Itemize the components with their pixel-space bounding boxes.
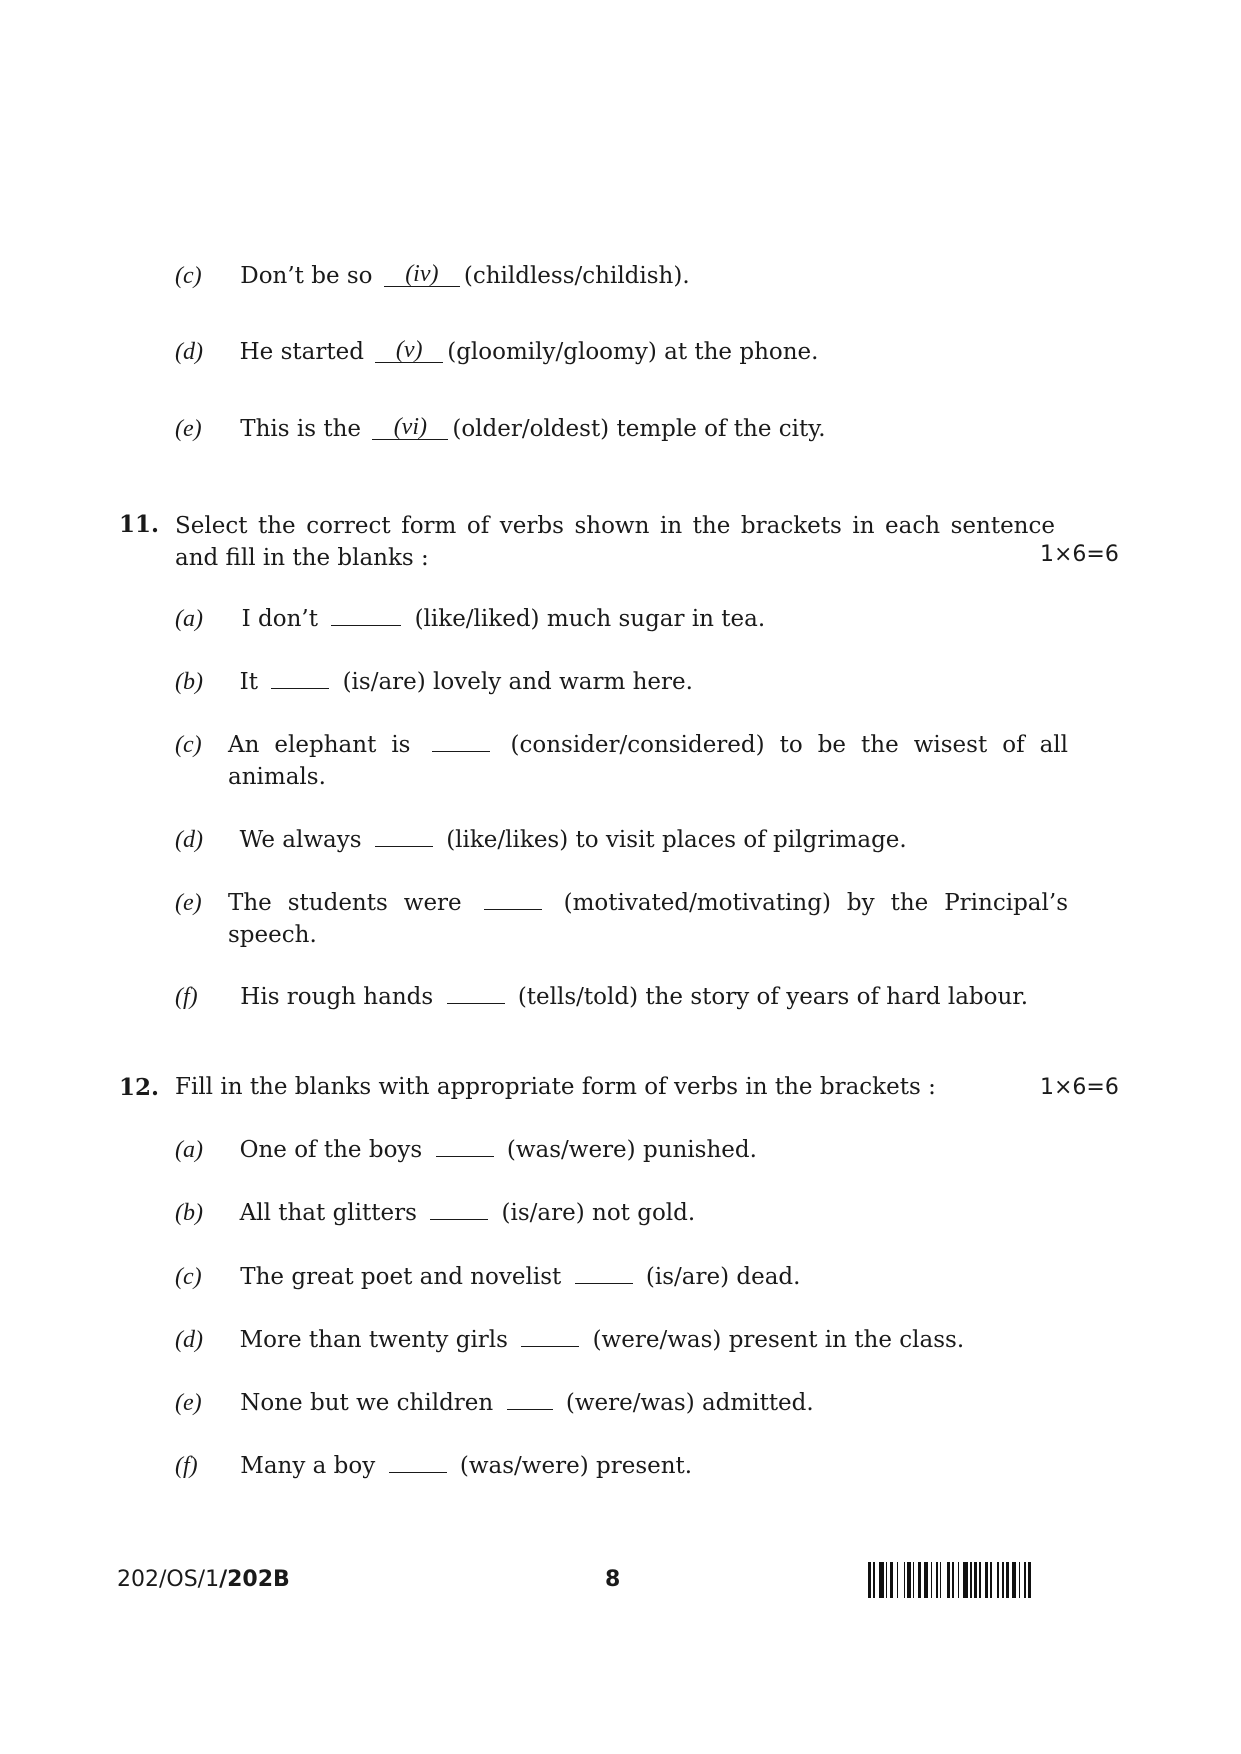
item-text-after: (were/was) present in the class. [592, 1327, 965, 1353]
barcode-bar [990, 1562, 992, 1598]
barcode-bar [886, 1562, 888, 1598]
question-text: Select the correct form of verbs shown in the brackets in each sentence and fill in the blanks : [175, 513, 1055, 571]
barcode-bar [1028, 1562, 1031, 1598]
barcode-bar [963, 1562, 968, 1598]
question-number: 12. [119, 1074, 160, 1101]
item-text-before: An elephant is [228, 732, 411, 758]
item-text-before: He started [239, 339, 364, 365]
paper-code-prefix: 202/OS/1 [117, 1567, 220, 1592]
item-text-after: (motivated/motivating) by the Principal’s speech. [228, 890, 1068, 948]
item-label: (e) [175, 1390, 202, 1416]
q11-item-c [175, 732, 202, 759]
item-text-before: I don’t [241, 606, 318, 632]
item-label: (d) [175, 1327, 203, 1353]
barcode-bar [873, 1562, 875, 1598]
item-text-before: More than twenty girls [239, 1327, 508, 1353]
marks: 1×6=6 [1040, 1075, 1119, 1100]
item-text-before: Many a boy [240, 1453, 376, 1479]
barcode-bar [985, 1562, 988, 1598]
item-text-before: The students were [228, 890, 462, 916]
barcode-bar [1019, 1562, 1021, 1598]
q11-item-d [175, 827, 907, 854]
item-text-before: This is the [240, 416, 362, 442]
barcode-bar [974, 1562, 977, 1598]
item-text-before: We always [239, 827, 362, 853]
barcode-bar [952, 1562, 954, 1598]
item-text-before: The great poet and novelist [240, 1264, 562, 1290]
barcode-bar [931, 1562, 933, 1598]
paper-code [117, 1567, 290, 1592]
item-text-after: (childless/childish). [463, 263, 690, 289]
item-label: (c) [175, 1264, 202, 1290]
item-text-after: (consider/considered) to be the wisest of all animals. [228, 732, 1069, 790]
answer-blank[interactable] [432, 735, 490, 752]
q12-item-c [175, 1264, 800, 1291]
barcode-bar [1024, 1562, 1026, 1598]
item-label: (f) [175, 984, 198, 1010]
barcode-bar [913, 1562, 915, 1598]
barcode-bar [1006, 1562, 1009, 1598]
item-text-after: (was/were) punished. [506, 1137, 757, 1163]
barcode-bar [890, 1562, 893, 1598]
q11-item-c-text [228, 729, 1068, 793]
q10-item-e [175, 415, 826, 443]
item-label: (b) [175, 669, 203, 695]
answer-blank[interactable] [507, 1393, 553, 1410]
item-text-after: (is/are) lovely and warm here. [342, 669, 693, 695]
item-label: (a) [175, 1137, 203, 1163]
barcode-bar [940, 1562, 942, 1598]
barcode-bar [936, 1562, 938, 1598]
q12-item-e [175, 1390, 814, 1417]
barcode-bar [947, 1562, 950, 1598]
barcode-bar [897, 1562, 899, 1598]
q11-item-b [175, 669, 693, 696]
item-text-after: (gloomily/gloomy) at the phone. [447, 339, 819, 365]
answer-blank[interactable] [375, 830, 433, 847]
item-text-after: (like/likes) to visit places of pilgrimage. [446, 827, 907, 853]
q12-item-d [175, 1327, 964, 1354]
barcode-bar [904, 1562, 906, 1598]
item-label: (e) [175, 890, 202, 916]
answer-blank[interactable] [436, 1140, 494, 1157]
item-text-before: His rough hands [240, 984, 434, 1010]
answer-blank[interactable]: (vi) [372, 415, 448, 440]
item-text-after: (were/was) admitted. [565, 1390, 814, 1416]
q11-item-a [175, 606, 765, 633]
item-text-before: None but we children [240, 1390, 494, 1416]
barcode-bar [879, 1562, 884, 1598]
question-number: 11. [119, 511, 160, 538]
item-label: (c) [175, 732, 202, 758]
item-text-after: (was/were) present. [459, 1453, 693, 1479]
q12-item-b [175, 1200, 695, 1227]
q11-item-e-text [228, 887, 1068, 951]
page-number: 8 [605, 1567, 621, 1592]
answer-blank[interactable] [389, 1456, 447, 1473]
answer-blank[interactable] [447, 987, 505, 1004]
barcode-bar [979, 1562, 981, 1598]
answer-blank[interactable] [521, 1330, 579, 1347]
barcode-bar [924, 1562, 929, 1598]
item-text-before: Don’t be so [240, 263, 373, 289]
item-text-after: (like/liked) much sugar in tea. [414, 606, 766, 632]
q11-item-f [175, 984, 1028, 1011]
item-text-after: (tells/told) the story of years of hard labour. [517, 984, 1029, 1010]
q12-item-f [175, 1453, 692, 1480]
item-label: (a) [175, 606, 203, 632]
barcode-bar [1012, 1562, 1017, 1598]
answer-blank[interactable]: (iv) [384, 262, 460, 287]
item-text-after: (is/are) not gold. [501, 1200, 696, 1226]
marks: 1×6=6 [1040, 542, 1119, 567]
item-text-before: It [239, 669, 258, 695]
answer-blank[interactable] [484, 893, 542, 910]
answer-blank[interactable] [575, 1267, 633, 1284]
item-label: (f) [175, 1453, 198, 1479]
item-text-before: One of the boys [239, 1137, 423, 1163]
item-text-after: (is/are) dead. [645, 1264, 801, 1290]
q10-item-d [175, 338, 818, 366]
item-label: (d) [175, 827, 203, 853]
item-text-after: (older/oldest) temple of the city. [452, 416, 826, 442]
item-label: (e) [175, 416, 202, 442]
q10-item-c [175, 262, 690, 290]
answer-blank[interactable]: (v) [375, 338, 443, 363]
q12-item-a [175, 1137, 757, 1164]
q11-item-e [175, 890, 202, 917]
barcode-bar [970, 1562, 972, 1598]
item-text-before: All that glitters [239, 1200, 417, 1226]
barcode-bar [997, 1562, 999, 1598]
item-label: (d) [175, 339, 203, 365]
barcode-bar [1002, 1562, 1004, 1598]
barcode-bar [907, 1562, 910, 1598]
answer-blank[interactable] [430, 1203, 488, 1220]
question-text: Fill in the blanks with appropriate form of verbs in the brackets : [175, 1074, 936, 1100]
answer-blank[interactable] [271, 672, 329, 689]
barcode-icon [868, 1562, 1128, 1598]
item-label: (c) [175, 263, 202, 289]
barcode-bar [868, 1562, 871, 1598]
answer-blank[interactable] [331, 609, 401, 626]
barcode-bar [918, 1562, 921, 1598]
item-label: (b) [175, 1200, 203, 1226]
paper-code-set: /202B [219, 1567, 290, 1592]
barcode-bar [958, 1562, 960, 1598]
